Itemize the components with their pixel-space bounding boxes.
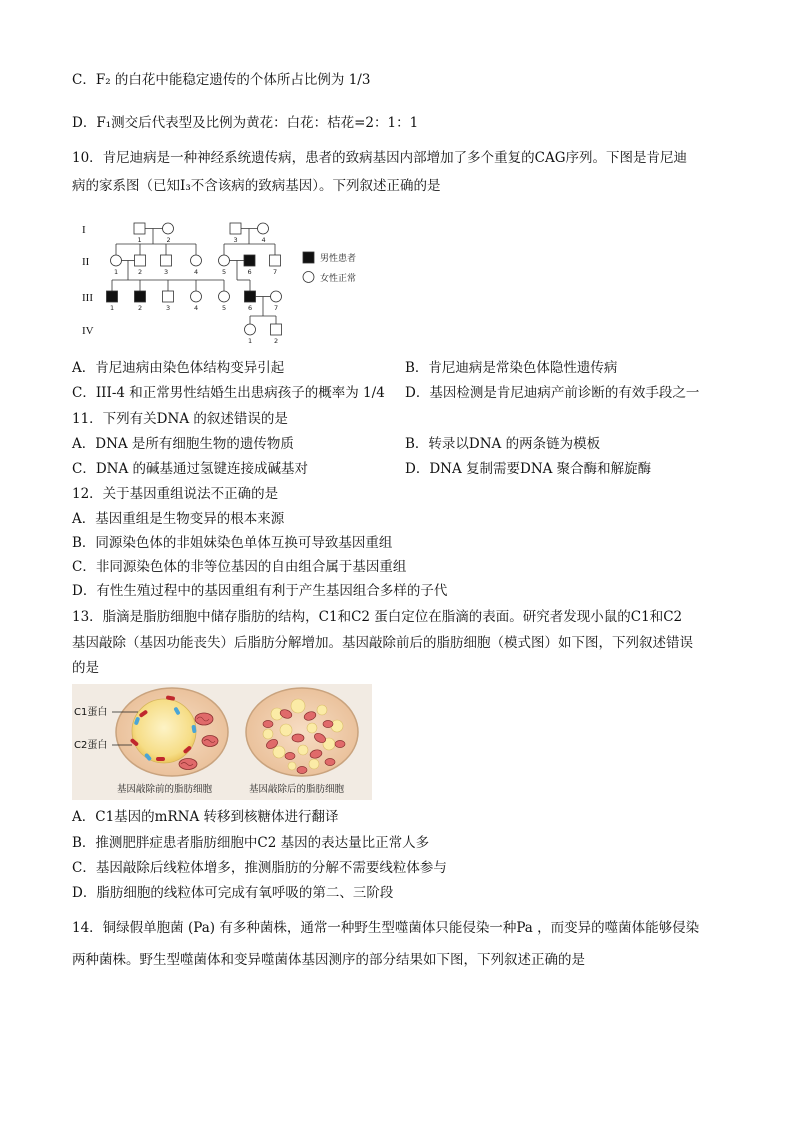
g3-num-1: 1 [110, 304, 115, 312]
q12-option-d: D．有性生殖过程中的基因重组有利于产生基因组合多样的子代 [72, 583, 448, 599]
g2-num-5: 5 [222, 268, 227, 276]
q11-stem: 11．下列有关DNA 的叙述错误的是 [72, 411, 288, 427]
q10-stem-line1: 10．肯尼迪病是一种神经系统遗传病，患者的致病基因内部增加了多个重复的CAG序列。下图是肯尼迪 [72, 150, 688, 166]
q11-option-c: C．DNA 的碱基通过氢键连接成碱基对 [72, 461, 309, 477]
g2-num-7: 7 [273, 268, 278, 276]
g4-num-1: 1 [248, 337, 253, 344]
gen-label-4: IV [82, 325, 94, 337]
legend-normal-female: 女性正常 [320, 274, 357, 284]
g1-num-2: 2 [166, 236, 171, 244]
c1-protein-label: C1蛋白 [74, 707, 108, 718]
g1-num-3: 3 [233, 236, 238, 244]
q13-option-a: A．C1基因的mRNA 转移到核糖体进行翻译 [72, 809, 339, 825]
q12-option-a: A．基因重组是生物变异的根本来源 [72, 511, 285, 527]
q10-option-c: C．III-4 和正常男性结婚生出患病孩子的概率为 1/4 [72, 385, 385, 401]
gen-label-3: III [82, 292, 93, 304]
q10-option-b: B．肯尼迪病是常染色体隐性遗传病 [405, 360, 618, 376]
q11-option-b: B．转录以DNA 的两条链为模板 [405, 436, 601, 452]
g2-num-2: 2 [138, 268, 143, 276]
q12-option-c: C．非同源染色体的非等位基因的自由组合属于基因重组 [72, 559, 407, 575]
g3-num-4: 4 [194, 304, 199, 312]
q10-stem-line2: 病的家系图（已知I₃不含该病的致病基因）。下列叙述正确的是 [72, 178, 441, 194]
caption-after: 基因敲除后的脂肪细胞 [249, 784, 345, 795]
g2-num-4: 4 [194, 268, 199, 276]
q13-stem-line2: 基因敲除（基因功能丧失）后脂肪分解增加。基因敲除前后的脂肪细胞（模式图）如下图，下列叙述错误 [72, 635, 693, 651]
q11-option-a: A．DNA 是所有细胞生物的遗传物质 [72, 436, 294, 452]
g3-num-6: 6 [248, 304, 253, 312]
g3-num-2: 2 [138, 304, 143, 312]
g4-num-2: 2 [274, 337, 279, 344]
g2-num-1: 1 [114, 268, 119, 276]
q13-option-b: B．推测肥胖症患者脂肪细胞中C2 基因的表达量比正常人多 [72, 835, 430, 851]
c2-protein-label: C2蛋白 [74, 740, 108, 751]
q14-stem-line2: 两种菌株。野生型噬菌体和变异噬菌体基因测序的部分结果如下图，下列叙述正确的是 [72, 952, 585, 968]
cell-before-knockout [116, 688, 228, 776]
cell-after-knockout [246, 688, 358, 776]
g3-num-7: 7 [274, 304, 279, 312]
q13-option-d: D．脂肪细胞的线粒体可完成有氧呼吸的第二、三阶段 [72, 885, 394, 901]
q11-option-d: D．DNA 复制需要DNA 聚合酶和解旋酶 [405, 461, 652, 477]
q10-pedigree-figure [74, 214, 374, 344]
caption-before: 基因敲除前的脂肪细胞 [117, 784, 213, 795]
legend-affected-male: 男性患者 [320, 254, 357, 264]
q14-stem-line1: 14．铜绿假单胞菌 (Pa) 有多种菌株，通常一种野生型噬菌体只能侵染一种Pa ，而变异的噬菌体能够侵染 [72, 920, 700, 936]
g2-num-6: 6 [247, 268, 252, 276]
q12-option-b: B．同源染色体的非姐妹染色单体互换可导致基因重组 [72, 535, 393, 551]
q10-option-a: A．肯尼迪病由染色体结构变异引起 [72, 360, 285, 376]
q10-option-d: D．基因检测是肯尼迪病产前诊断的有效手段之一 [405, 385, 700, 401]
g2-num-3: 3 [164, 268, 169, 276]
gen-label-1: I [82, 224, 86, 236]
g3-num-5: 5 [222, 304, 227, 312]
gen-label-2: II [82, 256, 90, 268]
g1-num-1: 1 [137, 236, 142, 244]
q13-option-c: C．基因敲除后线粒体增多，推测脂肪的分解不需要线粒体参与 [72, 860, 447, 876]
q12-stem: 12．关于基因重组说法不正确的是 [72, 486, 279, 502]
q13-fat-cell-figure [72, 684, 372, 800]
q9-option-d: D．F₁测交后代表型及比例为黄花：白花：桔花=2：1：1 [72, 115, 419, 131]
q9-option-c: C．F₂ 的白花中能稳定遗传的个体所占比例为 1/3 [72, 72, 371, 88]
g3-num-3: 3 [166, 304, 171, 312]
g1-num-4: 4 [261, 236, 266, 244]
q13-stem-line1: 13．脂滴是脂肪细胞中储存脂肪的结构，C1和C2 蛋白定位在脂滴的表面。研究者发现小鼠的C1和C2 [72, 609, 683, 625]
q13-stem-line3: 的是 [72, 660, 99, 676]
